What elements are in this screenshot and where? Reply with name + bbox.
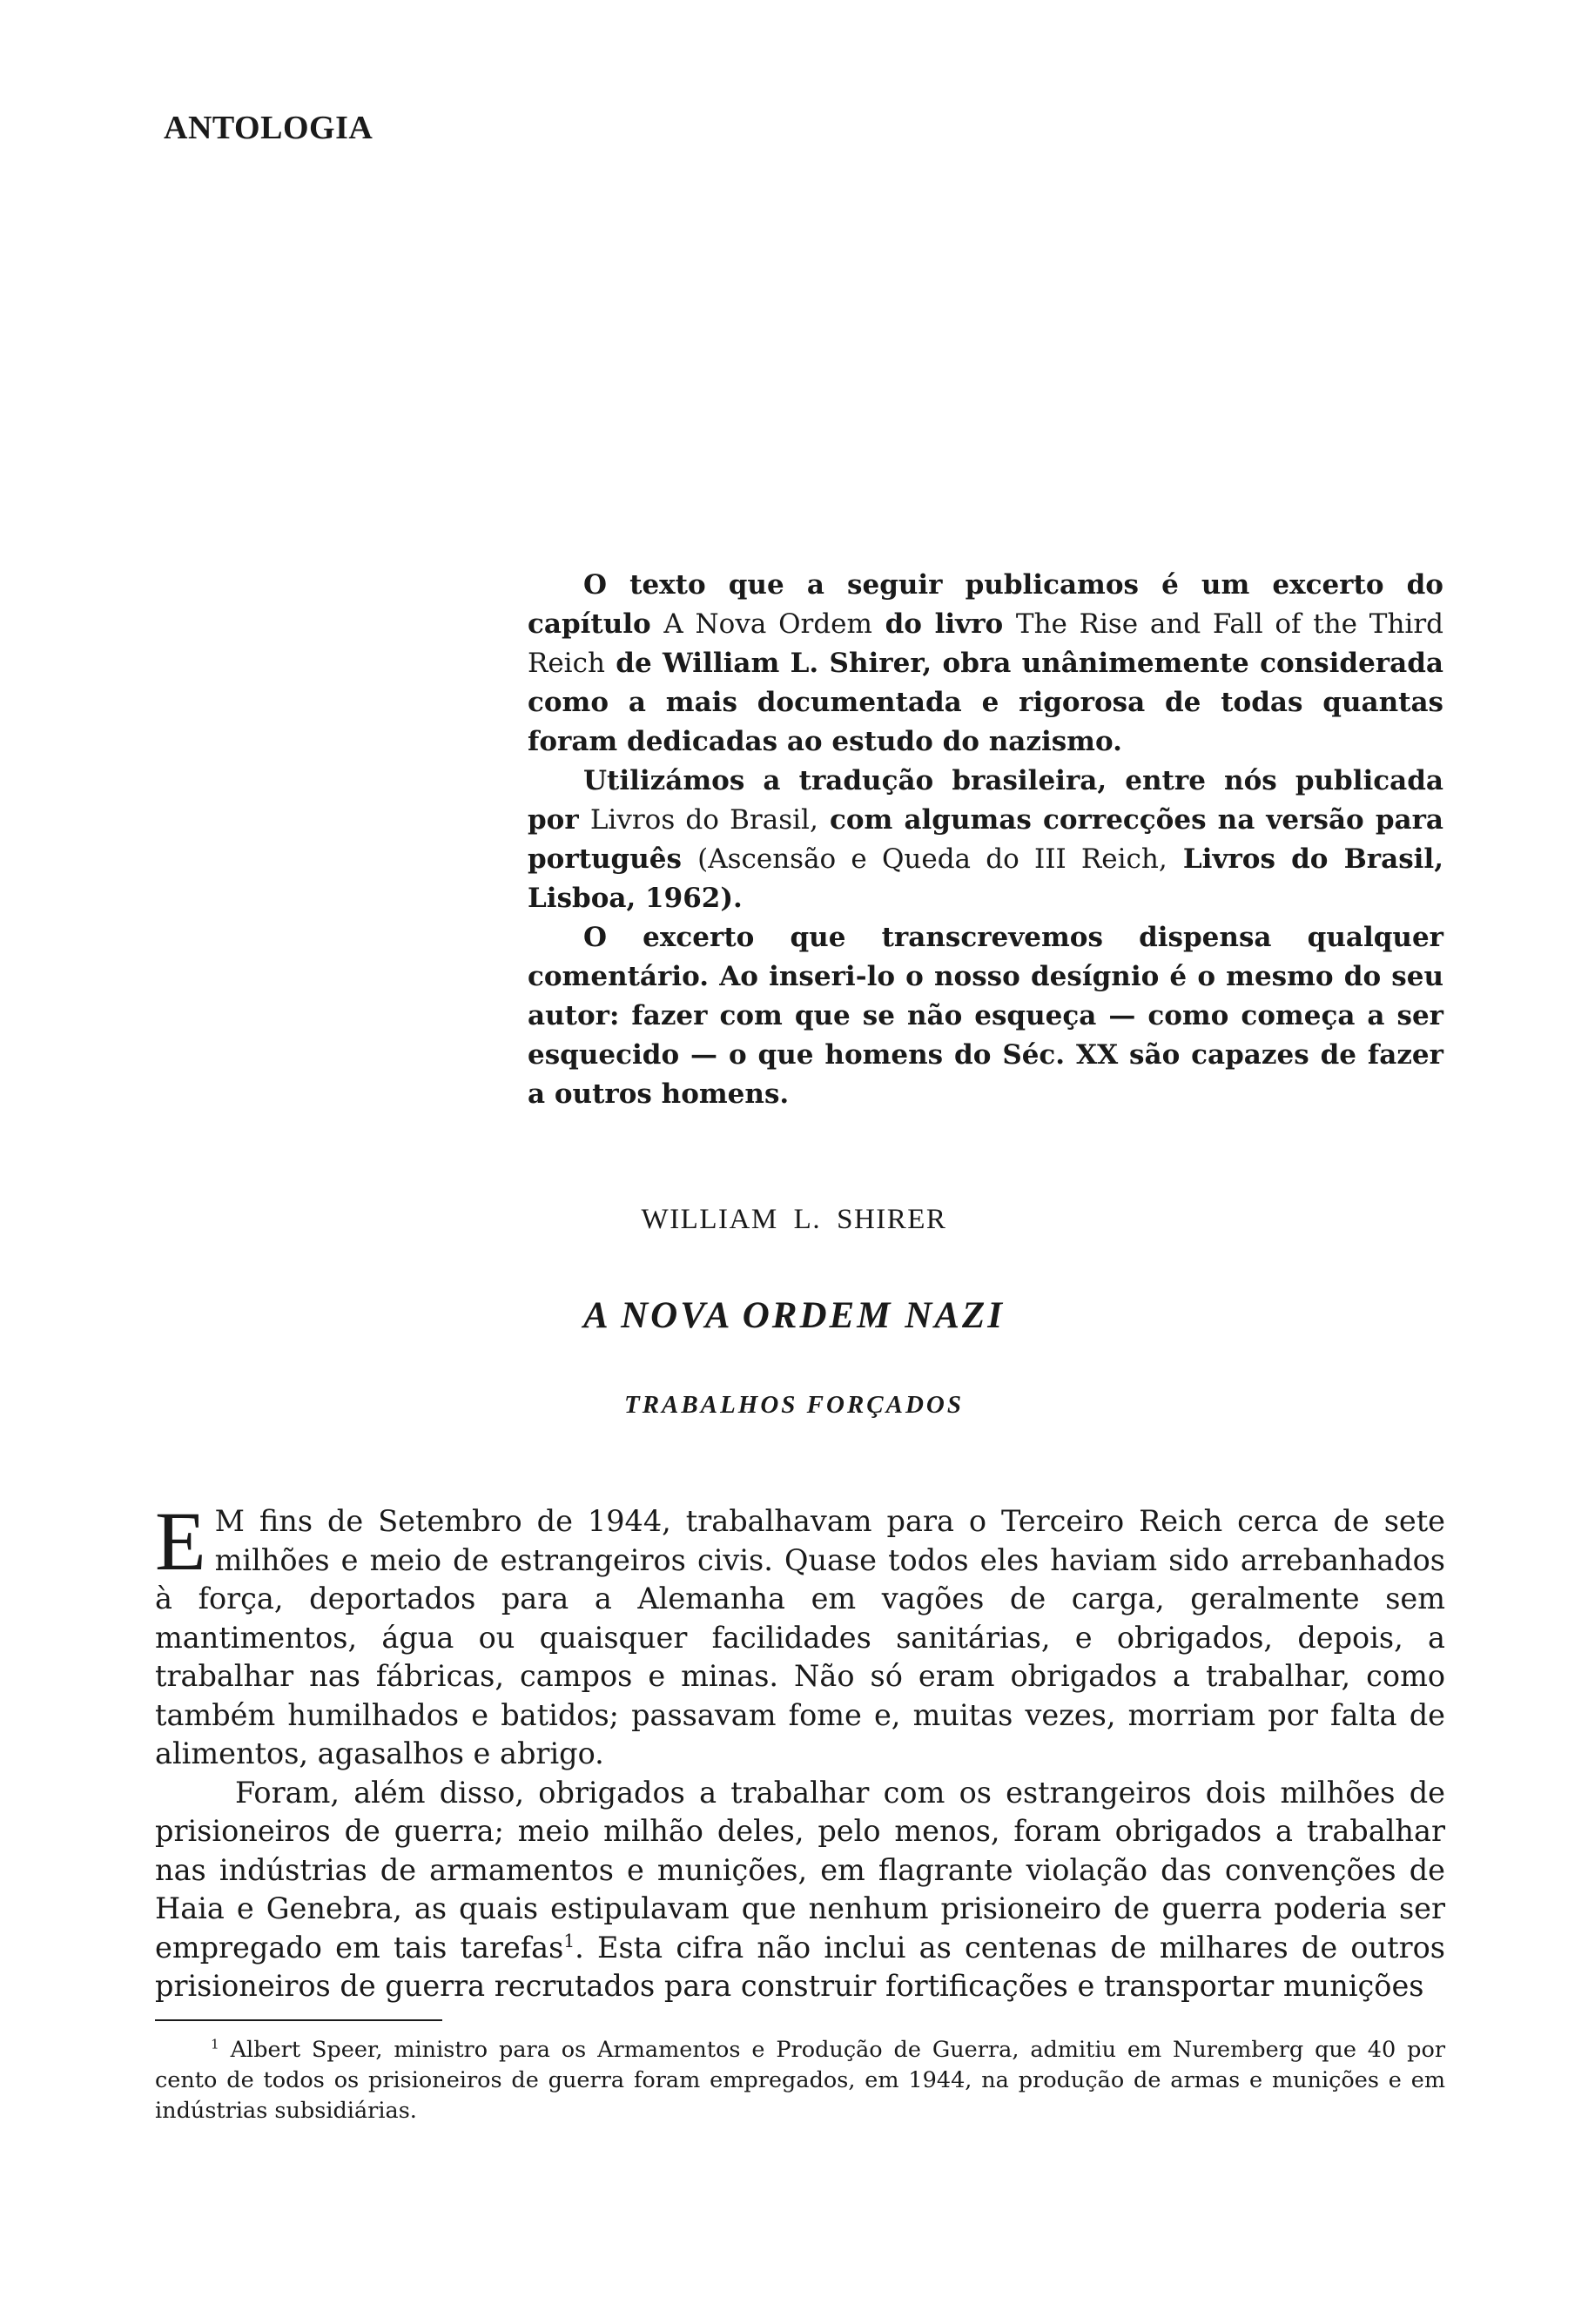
footnote-reference[interactable]: 1 [563, 1930, 575, 1951]
section-subtitle: TRABALHOS FORÇADOS [623, 1391, 964, 1419]
intro-p1-text-e: de William L. Shirer, obra unânimemente considerada como a mais documentada e rigorosa de todas quantas foram dedicadas ao estudo do nazismo. [528, 648, 1443, 757]
intro-p2-text-a: Utilizámos a tradução brasileira, entre nós publicada por [528, 765, 1443, 836]
book-title-ref: The Rise and Fall of the Third Reich [528, 608, 1443, 679]
body-paragraph-2 [155, 1774, 1445, 2006]
intro-p1-text-a: O texto que a seguir publicamos é um excerto do capítulo [528, 569, 1443, 640]
author-middle-initial: L. [793, 1204, 822, 1235]
body-p2-text-before: Foram, além disso, obrigados a trabalhar com os estrangeiros dois milhões de prisioneiros de guerra; meio milhão deles, pelo menos, foram obrigados a trabalhar nas indústrias de armamentos e munições, em flagrante violação das convenções de Haia e Genebra, as quais estipulavam que nenhum prisioneiro de guerra poderia ser empregado em tais tarefas [155, 1775, 1445, 1965]
article-body [155, 1494, 1445, 2006]
author-name [0, 1204, 1588, 1236]
translation-title-ref: (Ascensão e Queda do III Reich, [697, 843, 1167, 875]
editorial-intro [528, 566, 1443, 1114]
footnote-divider [155, 2019, 442, 2021]
drop-cap: E [155, 1494, 206, 1588]
intro-p1-text-c: do livro [885, 608, 1004, 640]
chapter-title-ref: A Nova Ordem [663, 608, 872, 640]
publisher-ref: Livros do Brasil, [589, 804, 818, 836]
intro-p2-text-e: Livros do Brasil, Lisboa, 1962). [528, 843, 1444, 914]
footnote-marker: 1 [211, 2036, 219, 2052]
body-p1-text: M fins de Setembro de 1944, trabalhavam para o Terceiro Reich cerca de sete milhões e meio de estrangeiros civis. Quase todos eles haviam sido arrebanhados à força, deportados para a Alemanha em vagões de carga, geralmente sem mantimentos, água ou quaisquer facilidades sanitárias, e obrigados, depois, a trabalhar nas fábricas, campos e minas. Não só eram obrigados a trabalhar, como também humilhados e batidos; passavam fome e, muitas vezes, morriam por falta de alimentos, agasalhos e abrigo. [155, 1504, 1445, 1770]
intro-p2-text-c: com algumas correcções na versão para português [528, 804, 1444, 875]
footnote [155, 2035, 1445, 2126]
body-p2-text-after: . Esta cifra não inclui as centenas de milhares de outros prisioneiros de guerra recrutados para construir fortificações e transportar munições [155, 1930, 1445, 2003]
section-label: ANTOLOGIA [164, 110, 373, 146]
article-title: A NOVA ORDEM NAZI [583, 1295, 1005, 1336]
intro-paragraph-2 [528, 762, 1443, 918]
intro-paragraph-1 [528, 566, 1443, 762]
footnote-text: Albert Speer, ministro para os Armamentos e Produção de Guerra, admitiu em Nuremberg que 40 por cento de todos os prisioneiros de guerra foram empregados, em 1944, na produção de armas e munições e em indústrias subsidiárias. [155, 2037, 1446, 2124]
author-first-name: WILLIAM [641, 1204, 778, 1235]
intro-paragraph-3: O excerto que transcrevemos dispensa qualquer comentário. Ao inseri-lo o nosso desígnio é o mesmo do seu autor: fazer com que se não esqueça — como começa a ser esquecido — o que homens do Séc. XX são capazes de fazer a outros homens. [528, 922, 1443, 1110]
body-paragraph-1 [155, 1494, 1445, 1774]
author-last-name: SHIRER [837, 1204, 947, 1235]
